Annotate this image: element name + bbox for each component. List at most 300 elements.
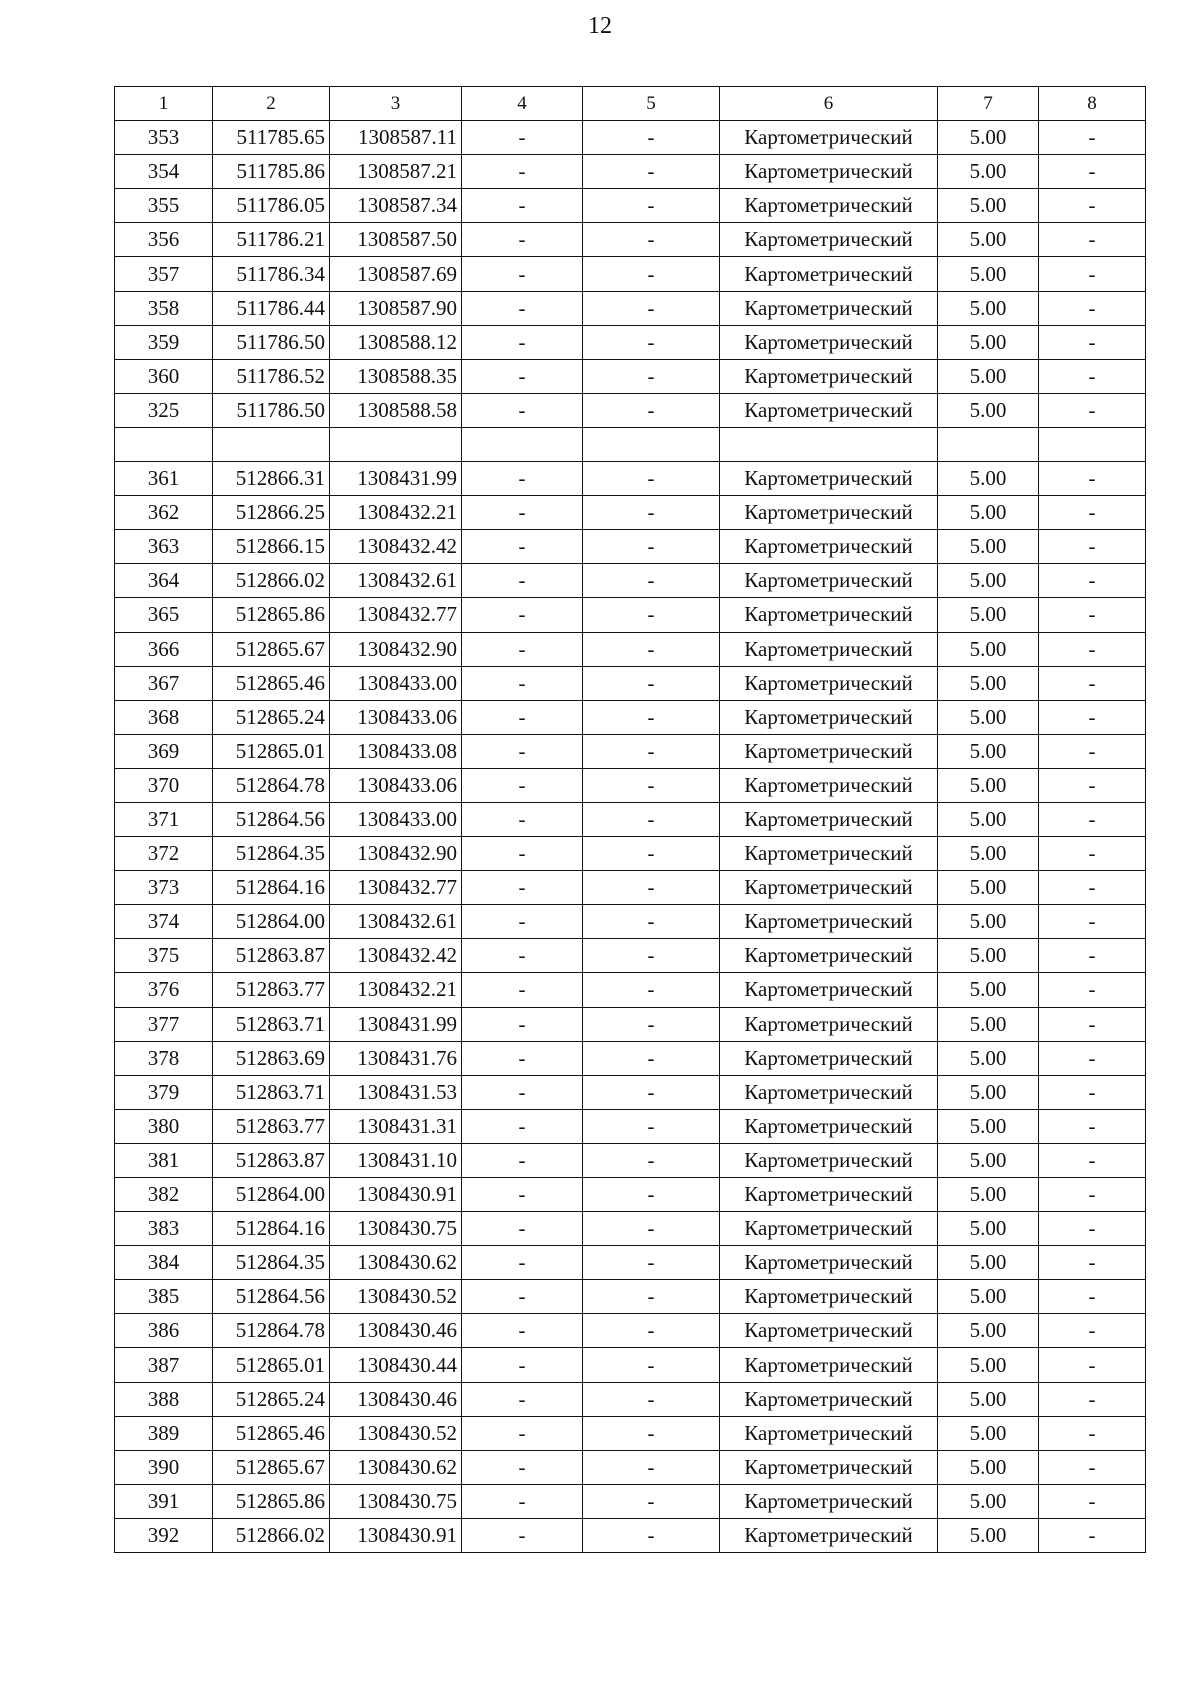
point-number-cell: 372 bbox=[115, 837, 213, 871]
y-coordinate-cell: 1308430.75 bbox=[330, 1484, 462, 1518]
x-coordinate-cell: 512865.86 bbox=[213, 1484, 330, 1518]
y-coordinate-cell: 1308588.58 bbox=[330, 393, 462, 427]
column-5-value-cell: - bbox=[583, 393, 720, 427]
y-coordinate-cell: 1308431.99 bbox=[330, 1007, 462, 1041]
table-row bbox=[115, 734, 1146, 768]
method-cell: Картометрический bbox=[720, 1143, 938, 1177]
x-coordinate-cell: 512864.78 bbox=[213, 1314, 330, 1348]
column-4-value-cell: - bbox=[462, 939, 583, 973]
column-5-value-cell: - bbox=[583, 1382, 720, 1416]
y-coordinate-cell: 1308431.99 bbox=[330, 462, 462, 496]
point-number-cell: 384 bbox=[115, 1246, 213, 1280]
column-5-value-cell: - bbox=[583, 1450, 720, 1484]
point-number-cell: 369 bbox=[115, 734, 213, 768]
y-coordinate-cell: 1308432.77 bbox=[330, 871, 462, 905]
column-8-value-cell: - bbox=[1039, 939, 1146, 973]
precision-cell: 5.00 bbox=[938, 1280, 1039, 1314]
table-row bbox=[115, 462, 1146, 496]
precision-cell: 5.00 bbox=[938, 1348, 1039, 1382]
point-number-cell: 388 bbox=[115, 1382, 213, 1416]
column-5-value-cell: - bbox=[583, 666, 720, 700]
column-5-value-cell: - bbox=[583, 1518, 720, 1552]
y-coordinate-cell: 1308430.52 bbox=[330, 1280, 462, 1314]
method-cell: Картометрический bbox=[720, 1075, 938, 1109]
table-row bbox=[115, 1178, 1146, 1212]
y-coordinate-cell: 1308430.91 bbox=[330, 1178, 462, 1212]
x-coordinate-cell: 512865.67 bbox=[213, 1450, 330, 1484]
table-row bbox=[115, 1075, 1146, 1109]
column-4-value-cell: - bbox=[462, 564, 583, 598]
method-cell: Картометрический bbox=[720, 1518, 938, 1552]
column-8-value-cell: - bbox=[1039, 1314, 1146, 1348]
column-4-value-cell: - bbox=[462, 871, 583, 905]
y-coordinate-cell: 1308432.77 bbox=[330, 598, 462, 632]
y-coordinate-cell: 1308433.06 bbox=[330, 700, 462, 734]
precision-cell: 5.00 bbox=[938, 1109, 1039, 1143]
y-coordinate-cell: 1308430.46 bbox=[330, 1382, 462, 1416]
y-coordinate-cell: 1308587.69 bbox=[330, 257, 462, 291]
column-8-value-cell bbox=[1039, 427, 1146, 461]
y-coordinate-cell: 1308433.06 bbox=[330, 768, 462, 802]
column-4-value-cell: - bbox=[462, 1007, 583, 1041]
precision-cell: 5.00 bbox=[938, 1007, 1039, 1041]
point-number-cell: 378 bbox=[115, 1041, 213, 1075]
x-coordinate-cell: 512865.24 bbox=[213, 1382, 330, 1416]
column-5-value-cell: - bbox=[583, 1348, 720, 1382]
x-coordinate-cell: 512865.67 bbox=[213, 632, 330, 666]
point-number-cell: 386 bbox=[115, 1314, 213, 1348]
coordinates-table bbox=[114, 86, 1146, 1553]
column-8-value-cell: - bbox=[1039, 1518, 1146, 1552]
precision-cell: 5.00 bbox=[938, 1041, 1039, 1075]
column-5-value-cell: - bbox=[583, 257, 720, 291]
table-row bbox=[115, 1484, 1146, 1518]
x-coordinate-cell: 512866.15 bbox=[213, 530, 330, 564]
point-number-cell: 391 bbox=[115, 1484, 213, 1518]
precision-cell: 5.00 bbox=[938, 257, 1039, 291]
x-coordinate-cell: 512865.24 bbox=[213, 700, 330, 734]
column-5-value-cell: - bbox=[583, 223, 720, 257]
column-8-value-cell: - bbox=[1039, 1450, 1146, 1484]
column-4-value-cell: - bbox=[462, 393, 583, 427]
column-8-value-cell: - bbox=[1039, 564, 1146, 598]
column-8-value-cell: - bbox=[1039, 837, 1146, 871]
column-4-value-cell: - bbox=[462, 1041, 583, 1075]
y-coordinate-cell: 1308431.53 bbox=[330, 1075, 462, 1109]
column-5-value-cell: - bbox=[583, 1212, 720, 1246]
point-number-cell: 387 bbox=[115, 1348, 213, 1382]
column-4-value-cell: - bbox=[462, 768, 583, 802]
column-8-value-cell: - bbox=[1039, 1416, 1146, 1450]
column-8-value-cell: - bbox=[1039, 1143, 1146, 1177]
column-5-value-cell: - bbox=[583, 939, 720, 973]
precision-cell: 5.00 bbox=[938, 734, 1039, 768]
column-8-value-cell: - bbox=[1039, 1348, 1146, 1382]
column-8-value-cell: - bbox=[1039, 1280, 1146, 1314]
table-row bbox=[115, 121, 1146, 155]
table-row bbox=[115, 1518, 1146, 1552]
method-cell: Картометрический bbox=[720, 905, 938, 939]
table-row bbox=[115, 1109, 1146, 1143]
x-coordinate-cell: 512866.02 bbox=[213, 564, 330, 598]
method-cell: Картометрический bbox=[720, 666, 938, 700]
column-8-value-cell: - bbox=[1039, 1484, 1146, 1518]
column-5-value-cell: - bbox=[583, 564, 720, 598]
precision-cell: 5.00 bbox=[938, 973, 1039, 1007]
column-4-value-cell: - bbox=[462, 598, 583, 632]
x-coordinate-cell: 512865.01 bbox=[213, 734, 330, 768]
column-8-value-cell: - bbox=[1039, 632, 1146, 666]
table-row bbox=[115, 939, 1146, 973]
precision-cell: 5.00 bbox=[938, 802, 1039, 836]
table-row bbox=[115, 427, 1146, 461]
y-coordinate-cell: 1308430.62 bbox=[330, 1246, 462, 1280]
y-coordinate-cell: 1308432.42 bbox=[330, 530, 462, 564]
table-row bbox=[115, 530, 1146, 564]
precision-cell: 5.00 bbox=[938, 1246, 1039, 1280]
column-5-value-cell: - bbox=[583, 1178, 720, 1212]
x-coordinate-cell: 512864.16 bbox=[213, 1212, 330, 1246]
precision-cell: 5.00 bbox=[938, 1382, 1039, 1416]
x-coordinate-cell: 512864.00 bbox=[213, 1178, 330, 1212]
column-8-value-cell: - bbox=[1039, 359, 1146, 393]
precision-cell: 5.00 bbox=[938, 768, 1039, 802]
column-5-value-cell: - bbox=[583, 1416, 720, 1450]
column-4-value-cell: - bbox=[462, 1212, 583, 1246]
y-coordinate-cell: 1308432.61 bbox=[330, 564, 462, 598]
point-number-cell: 360 bbox=[115, 359, 213, 393]
table-row bbox=[115, 802, 1146, 836]
method-cell: Картометрический bbox=[720, 598, 938, 632]
method-cell: Картометрический bbox=[720, 1314, 938, 1348]
method-cell: Картометрический bbox=[720, 155, 938, 189]
precision-cell: 5.00 bbox=[938, 1212, 1039, 1246]
column-8-value-cell: - bbox=[1039, 1075, 1146, 1109]
column-4-value-cell: - bbox=[462, 155, 583, 189]
x-coordinate-cell: 511786.21 bbox=[213, 223, 330, 257]
column-4-value-cell: - bbox=[462, 666, 583, 700]
column-8-value-cell: - bbox=[1039, 973, 1146, 1007]
method-cell: Картометрический bbox=[720, 802, 938, 836]
y-coordinate-cell: 1308433.00 bbox=[330, 802, 462, 836]
precision-cell: 5.00 bbox=[938, 871, 1039, 905]
table-row bbox=[115, 1143, 1146, 1177]
y-coordinate-cell: 1308432.90 bbox=[330, 837, 462, 871]
x-coordinate-cell: 512864.35 bbox=[213, 837, 330, 871]
precision-cell: 5.00 bbox=[938, 905, 1039, 939]
column-5-value-cell: - bbox=[583, 359, 720, 393]
column-5-value-cell: - bbox=[583, 700, 720, 734]
x-coordinate-cell: 512865.86 bbox=[213, 598, 330, 632]
precision-cell: 5.00 bbox=[938, 496, 1039, 530]
table-row bbox=[115, 496, 1146, 530]
column-8-value-cell: - bbox=[1039, 257, 1146, 291]
x-coordinate-cell: 512864.16 bbox=[213, 871, 330, 905]
column-4-value-cell: - bbox=[462, 1109, 583, 1143]
point-number-cell: 385 bbox=[115, 1280, 213, 1314]
column-8-value-cell: - bbox=[1039, 1178, 1146, 1212]
point-number-cell: 371 bbox=[115, 802, 213, 836]
method-cell: Картометрический bbox=[720, 837, 938, 871]
column-8-value-cell: - bbox=[1039, 121, 1146, 155]
method-cell: Картометрический bbox=[720, 359, 938, 393]
point-number-cell: 379 bbox=[115, 1075, 213, 1109]
y-coordinate-cell: 1308430.62 bbox=[330, 1450, 462, 1484]
column-8-value-cell: - bbox=[1039, 325, 1146, 359]
column-8-value-cell: - bbox=[1039, 1041, 1146, 1075]
column-8-value-cell: - bbox=[1039, 155, 1146, 189]
precision-cell: 5.00 bbox=[938, 632, 1039, 666]
x-coordinate-cell: 512864.00 bbox=[213, 905, 330, 939]
y-coordinate-cell: 1308431.10 bbox=[330, 1143, 462, 1177]
table-row bbox=[115, 1450, 1146, 1484]
column-5-value-cell: - bbox=[583, 905, 720, 939]
column-5-value-cell: - bbox=[583, 1484, 720, 1518]
y-coordinate-cell: 1308587.90 bbox=[330, 291, 462, 325]
table-body bbox=[115, 121, 1146, 1553]
column-header-5: 5 bbox=[583, 87, 720, 121]
column-header-3: 3 bbox=[330, 87, 462, 121]
column-5-value-cell: - bbox=[583, 802, 720, 836]
method-cell: Картометрический bbox=[720, 871, 938, 905]
table-row bbox=[115, 1382, 1146, 1416]
column-5-value-cell: - bbox=[583, 1075, 720, 1109]
column-4-value-cell: - bbox=[462, 802, 583, 836]
y-coordinate-cell: 1308431.31 bbox=[330, 1109, 462, 1143]
column-8-value-cell: - bbox=[1039, 1246, 1146, 1280]
point-number-cell: 366 bbox=[115, 632, 213, 666]
method-cell: Картометрический bbox=[720, 768, 938, 802]
column-5-value-cell: - bbox=[583, 189, 720, 223]
y-coordinate-cell: 1308430.44 bbox=[330, 1348, 462, 1382]
x-coordinate-cell: 512864.56 bbox=[213, 1280, 330, 1314]
method-cell: Картометрический bbox=[720, 1041, 938, 1075]
method-cell: Картометрический bbox=[720, 257, 938, 291]
method-cell: Картометрический bbox=[720, 1280, 938, 1314]
y-coordinate-cell: 1308431.76 bbox=[330, 1041, 462, 1075]
method-cell: Картометрический bbox=[720, 1382, 938, 1416]
x-coordinate-cell: 512863.77 bbox=[213, 1109, 330, 1143]
x-coordinate-cell: 512866.02 bbox=[213, 1518, 330, 1552]
point-number-cell: 374 bbox=[115, 905, 213, 939]
point-number-cell: 325 bbox=[115, 393, 213, 427]
point-number-cell: 359 bbox=[115, 325, 213, 359]
column-5-value-cell: - bbox=[583, 155, 720, 189]
column-5-value-cell: - bbox=[583, 291, 720, 325]
point-number-cell: 376 bbox=[115, 973, 213, 1007]
table-row bbox=[115, 1416, 1146, 1450]
table-row bbox=[115, 155, 1146, 189]
x-coordinate-cell: 512863.87 bbox=[213, 939, 330, 973]
column-4-value-cell: - bbox=[462, 359, 583, 393]
column-5-value-cell: - bbox=[583, 1109, 720, 1143]
point-number-cell: 365 bbox=[115, 598, 213, 632]
x-coordinate-cell: 511786.52 bbox=[213, 359, 330, 393]
point-number-cell: 356 bbox=[115, 223, 213, 257]
precision-cell: 5.00 bbox=[938, 121, 1039, 155]
table-row bbox=[115, 871, 1146, 905]
method-cell: Картометрический bbox=[720, 121, 938, 155]
y-coordinate-cell: 1308587.50 bbox=[330, 223, 462, 257]
column-8-value-cell: - bbox=[1039, 530, 1146, 564]
precision-cell: 5.00 bbox=[938, 1314, 1039, 1348]
x-coordinate-cell: 512863.71 bbox=[213, 1075, 330, 1109]
precision-cell: 5.00 bbox=[938, 223, 1039, 257]
point-number-cell: 353 bbox=[115, 121, 213, 155]
column-5-value-cell: - bbox=[583, 1246, 720, 1280]
x-coordinate-cell: 512863.69 bbox=[213, 1041, 330, 1075]
method-cell: Картометрический bbox=[720, 1348, 938, 1382]
column-4-value-cell: - bbox=[462, 1314, 583, 1348]
column-4-value-cell: - bbox=[462, 1246, 583, 1280]
point-number-cell: 354 bbox=[115, 155, 213, 189]
method-cell: Картометрический bbox=[720, 564, 938, 598]
x-coordinate-cell: 512864.56 bbox=[213, 802, 330, 836]
point-number-cell: 390 bbox=[115, 1450, 213, 1484]
column-8-value-cell: - bbox=[1039, 1007, 1146, 1041]
point-number-cell: 355 bbox=[115, 189, 213, 223]
column-5-value-cell: - bbox=[583, 462, 720, 496]
precision-cell: 5.00 bbox=[938, 564, 1039, 598]
column-4-value-cell: - bbox=[462, 905, 583, 939]
point-number-cell: 362 bbox=[115, 496, 213, 530]
precision-cell bbox=[938, 427, 1039, 461]
point-number-cell: 392 bbox=[115, 1518, 213, 1552]
table-row bbox=[115, 189, 1146, 223]
method-cell: Картометрический bbox=[720, 973, 938, 1007]
column-5-value-cell: - bbox=[583, 598, 720, 632]
method-cell: Картометрический bbox=[720, 1109, 938, 1143]
table-row bbox=[115, 1314, 1146, 1348]
precision-cell: 5.00 bbox=[938, 291, 1039, 325]
x-coordinate-cell: 511786.44 bbox=[213, 291, 330, 325]
column-5-value-cell: - bbox=[583, 1314, 720, 1348]
x-coordinate-cell: 511785.86 bbox=[213, 155, 330, 189]
table-row bbox=[115, 973, 1146, 1007]
precision-cell: 5.00 bbox=[938, 189, 1039, 223]
x-coordinate-cell: 512865.46 bbox=[213, 666, 330, 700]
column-8-value-cell: - bbox=[1039, 700, 1146, 734]
column-8-value-cell: - bbox=[1039, 462, 1146, 496]
y-coordinate-cell: 1308587.21 bbox=[330, 155, 462, 189]
point-number-cell: 357 bbox=[115, 257, 213, 291]
column-header-8: 8 bbox=[1039, 87, 1146, 121]
column-4-value-cell: - bbox=[462, 700, 583, 734]
x-coordinate-cell: 511785.65 bbox=[213, 121, 330, 155]
column-5-value-cell: - bbox=[583, 1280, 720, 1314]
column-4-value-cell: - bbox=[462, 1450, 583, 1484]
method-cell: Картометрический bbox=[720, 291, 938, 325]
point-number-cell: 375 bbox=[115, 939, 213, 973]
column-4-value-cell: - bbox=[462, 121, 583, 155]
column-4-value-cell: - bbox=[462, 496, 583, 530]
column-header-4: 4 bbox=[462, 87, 583, 121]
column-4-value-cell: - bbox=[462, 1143, 583, 1177]
table-row bbox=[115, 359, 1146, 393]
column-5-value-cell: - bbox=[583, 837, 720, 871]
y-coordinate-cell: 1308432.21 bbox=[330, 973, 462, 1007]
y-coordinate-cell: 1308587.11 bbox=[330, 121, 462, 155]
y-coordinate-cell: 1308432.21 bbox=[330, 496, 462, 530]
precision-cell: 5.00 bbox=[938, 530, 1039, 564]
method-cell: Картометрический bbox=[720, 462, 938, 496]
column-4-value-cell: - bbox=[462, 1348, 583, 1382]
column-8-value-cell: - bbox=[1039, 496, 1146, 530]
x-coordinate-cell: 512864.78 bbox=[213, 768, 330, 802]
column-5-value-cell: - bbox=[583, 768, 720, 802]
x-coordinate-cell: 512863.71 bbox=[213, 1007, 330, 1041]
point-number-cell: 380 bbox=[115, 1109, 213, 1143]
column-header-1: 1 bbox=[115, 87, 213, 121]
column-4-value-cell: - bbox=[462, 1484, 583, 1518]
precision-cell: 5.00 bbox=[938, 1518, 1039, 1552]
table-header bbox=[115, 87, 1146, 121]
column-5-value-cell: - bbox=[583, 973, 720, 1007]
method-cell: Картометрический bbox=[720, 1178, 938, 1212]
method-cell: Картометрический bbox=[720, 939, 938, 973]
precision-cell: 5.00 bbox=[938, 1075, 1039, 1109]
column-8-value-cell: - bbox=[1039, 666, 1146, 700]
x-coordinate-cell: 511786.34 bbox=[213, 257, 330, 291]
table-row bbox=[115, 700, 1146, 734]
precision-cell: 5.00 bbox=[938, 700, 1039, 734]
column-4-value-cell: - bbox=[462, 189, 583, 223]
point-number-cell: 364 bbox=[115, 564, 213, 598]
table-row bbox=[115, 837, 1146, 871]
table-row bbox=[115, 632, 1146, 666]
column-5-value-cell: - bbox=[583, 530, 720, 564]
table-row bbox=[115, 1280, 1146, 1314]
column-4-value-cell: - bbox=[462, 462, 583, 496]
y-coordinate-cell: 1308430.91 bbox=[330, 1518, 462, 1552]
column-8-value-cell: - bbox=[1039, 1109, 1146, 1143]
table-row bbox=[115, 598, 1146, 632]
table-row bbox=[115, 564, 1146, 598]
precision-cell: 5.00 bbox=[938, 155, 1039, 189]
x-coordinate-cell: 512863.87 bbox=[213, 1143, 330, 1177]
column-4-value-cell: - bbox=[462, 1382, 583, 1416]
point-number-cell: 377 bbox=[115, 1007, 213, 1041]
column-8-value-cell: - bbox=[1039, 802, 1146, 836]
point-number-cell: 368 bbox=[115, 700, 213, 734]
x-coordinate-cell bbox=[213, 427, 330, 461]
precision-cell: 5.00 bbox=[938, 1178, 1039, 1212]
precision-cell: 5.00 bbox=[938, 393, 1039, 427]
column-5-value-cell: - bbox=[583, 121, 720, 155]
point-number-cell: 389 bbox=[115, 1416, 213, 1450]
table-row bbox=[115, 1246, 1146, 1280]
table-row bbox=[115, 325, 1146, 359]
table-row bbox=[115, 223, 1146, 257]
y-coordinate-cell: 1308432.61 bbox=[330, 905, 462, 939]
x-coordinate-cell: 512865.01 bbox=[213, 1348, 330, 1382]
x-coordinate-cell: 512866.31 bbox=[213, 462, 330, 496]
method-cell: Картометрический bbox=[720, 496, 938, 530]
point-number-cell: 358 bbox=[115, 291, 213, 325]
method-cell: Картометрический bbox=[720, 1416, 938, 1450]
method-cell: Картометрический bbox=[720, 1484, 938, 1518]
column-4-value-cell: - bbox=[462, 1178, 583, 1212]
column-4-value-cell: - bbox=[462, 325, 583, 359]
method-cell: Картометрический bbox=[720, 393, 938, 427]
column-4-value-cell: - bbox=[462, 257, 583, 291]
method-cell bbox=[720, 427, 938, 461]
method-cell: Картометрический bbox=[720, 700, 938, 734]
point-number-cell: 363 bbox=[115, 530, 213, 564]
method-cell: Картометрический bbox=[720, 223, 938, 257]
y-coordinate-cell: 1308430.46 bbox=[330, 1314, 462, 1348]
y-coordinate-cell: 1308587.34 bbox=[330, 189, 462, 223]
